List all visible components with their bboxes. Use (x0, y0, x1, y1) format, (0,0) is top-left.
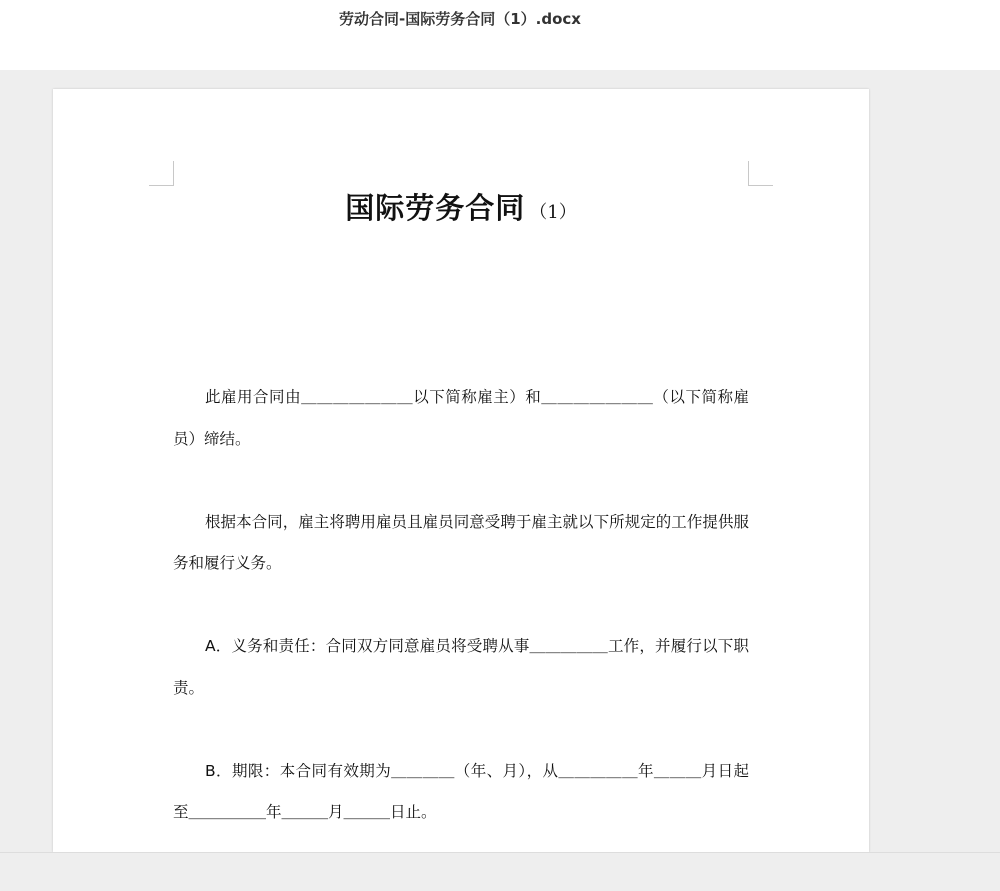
margin-corner-mark-left (149, 161, 174, 186)
paragraph-term[interactable]: B．期限：本合同有效期为＿＿＿＿（年、月），从＿＿＿＿＿年＿＿＿月日起至＿＿＿＿＿年＿＿＿月＿＿＿日止。 (173, 761, 749, 821)
bottom-bar (0, 852, 1000, 891)
paragraph-parties[interactable]: 此雇用合同由＿＿＿＿＿＿＿以下简称雇主）和＿＿＿＿＿＿＿（以下简称雇员）缔结。 (173, 388, 749, 448)
heading-suffix: （1） (529, 202, 577, 223)
document-body[interactable] (173, 377, 749, 875)
title-bar (0, 0, 1000, 70)
heading-title: 国际劳务合同 (345, 191, 526, 225)
margin-corner-mark-right (748, 161, 773, 186)
document-filename: 劳动合同-国际劳务合同（1）.docx (339, 10, 581, 28)
document-heading (173, 186, 749, 227)
document-page[interactable] (53, 89, 869, 852)
paragraph-duties[interactable]: A．义务和责任：合同双方同意雇员将受聘从事＿＿＿＿＿工作，并履行以下职责。 (173, 637, 749, 697)
paragraph-employment[interactable]: 根据本合同，雇主将聘用雇员且雇员同意受聘于雇主就以下所规定的工作提供服务和履行义务。 (173, 512, 749, 572)
